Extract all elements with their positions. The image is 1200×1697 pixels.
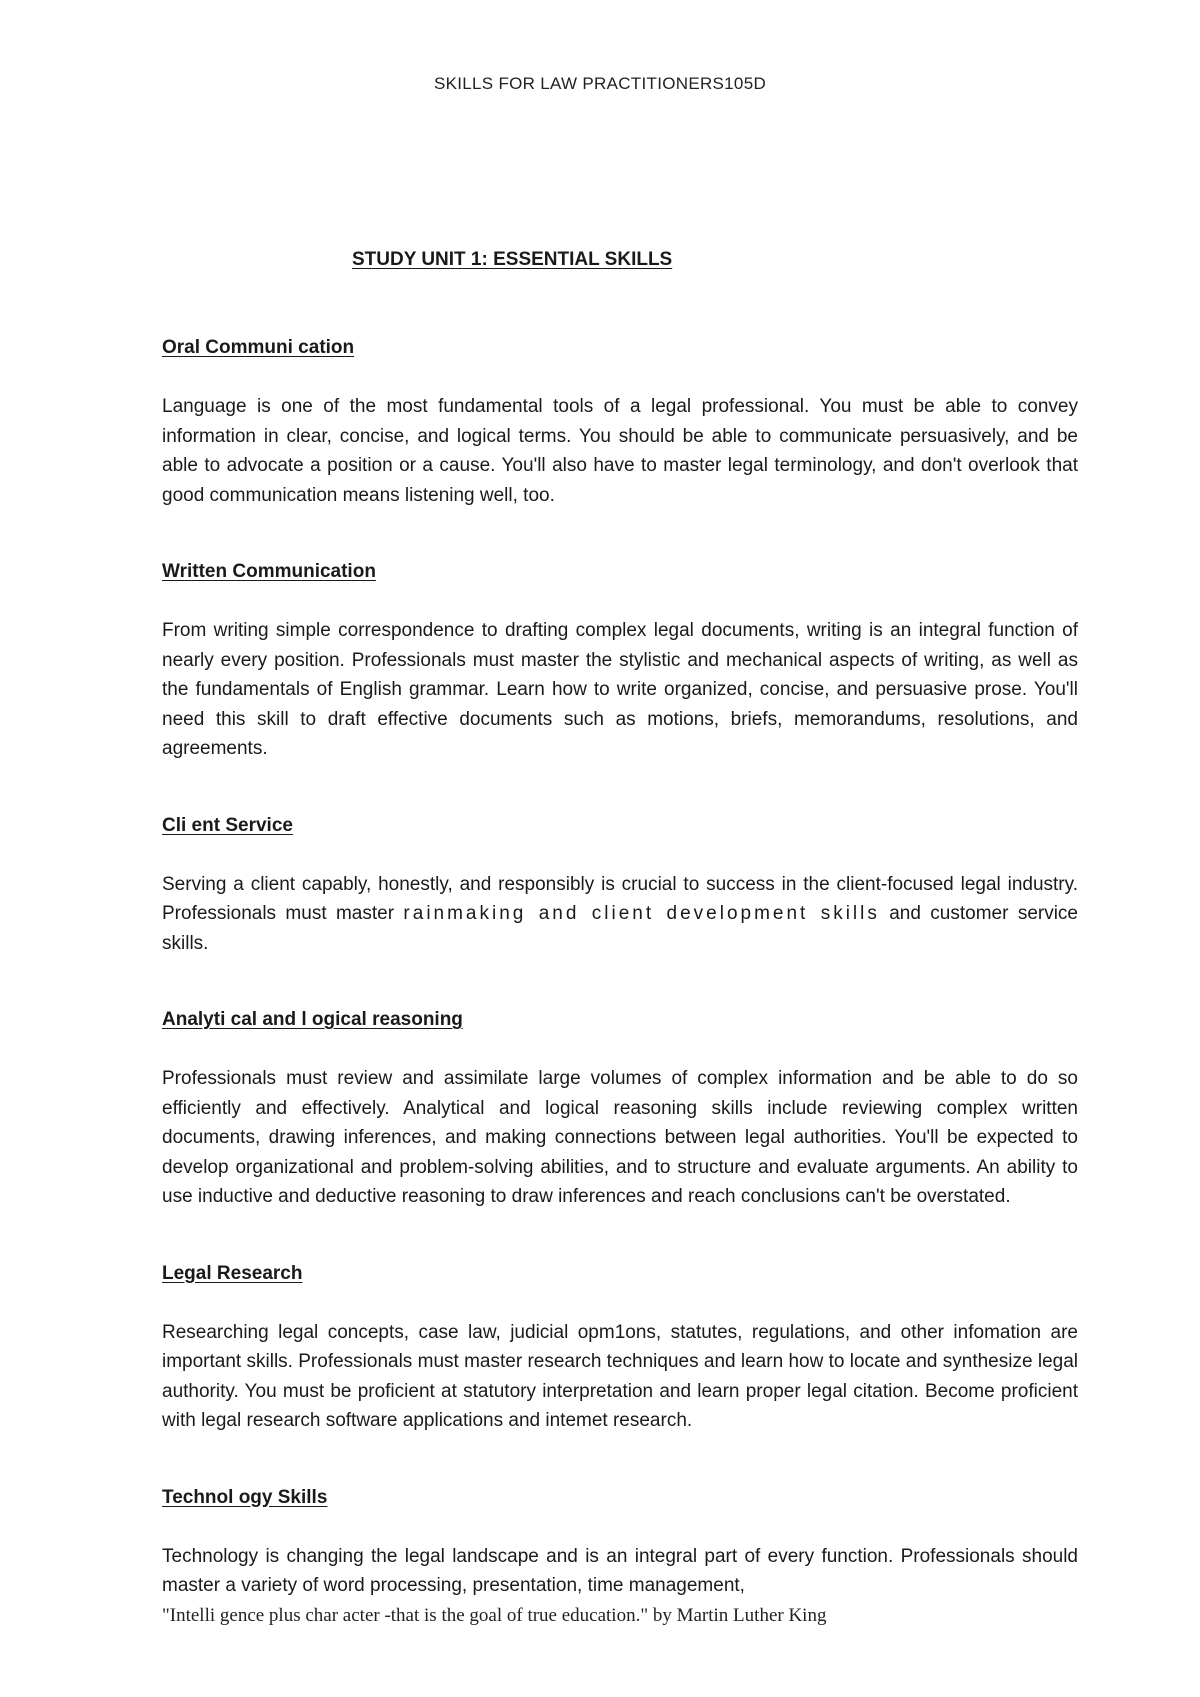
section-legal-research [162,1262,1078,1436]
paragraph-text: and customer service skills. [162,903,1078,954]
section-paragraph: Technology is changing the legal landscape and is an integral part of every function. Professionals should master a variety of word processing, presentation, time management, [162,1545,1078,1596]
section-oral-communication [162,336,1078,510]
document-body [162,248,1078,1601]
unit-title: STUDY UNIT 1: ESSENTIAL SKILLS [352,249,673,270]
section-heading: Technol ogy Skills [162,1486,328,1508]
section-heading: Written Communication [162,561,376,582]
spaced-text: rainmaking and client development skills [403,903,880,924]
section-paragraph: Researching legal concepts, case law, judicial opm1ons, statutes, regulations, and other infomation are important skills. Professionals must master research techniques and learn how to locate and synthesize legal authority. You must be proficient at statutory interpretation and learn proper legal citation. Become proficient with legal research software applications and intemet research. [162,1321,1078,1431]
section-analytical-reasoning [162,1008,1078,1212]
section-client-service [162,814,1078,959]
section-paragraph: Professionals must review and assimilate large volumes of complex information and be able to do so efficiently and effectively. Analytical and logical reasoning skills include reviewing complex written documents, drawing inferences, and making connections between legal authorities. You'll be expected to develop organizational and problem-solving abilities, and to structure and evaluate arguments. An ability to use inductive and deductive reasoning to draw inferences and reach conclusions can't be overstated. [162,1068,1078,1207]
footer-quote: "Intelli gence plus char acter -that is the goal of true education." by Martin Luther King [162,1605,827,1626]
paragraph-text: Serving a client capably, honestly, and responsibly is crucial to success in the client-focused legal industry. Professionals must master [162,873,1078,924]
section-heading: Legal Research [162,1262,303,1284]
section-paragraph [162,870,1078,959]
section-written-communication [162,560,1078,764]
section-technology-skills [162,1486,1078,1601]
section-heading: Cli ent Service [162,814,293,836]
section-heading: Analyti cal and l ogical reasoning [162,1009,463,1030]
section-paragraph: Language is one of the most fundamental tools of a legal professional. You must be able to convey information in clear, concise, and logical terms. You should be able to communicate persuasively, and be able to advocate a position or a cause. You'll also have to master legal terminology, and don't overlook that good communication means listening well, too. [162,396,1078,506]
running-header: SKILLS FOR LAW PRACTITIONERS105D [433,74,767,93]
section-heading: Oral Communi cation [162,337,355,358]
section-paragraph: From writing simple correspondence to drafting complex legal documents, writing is an integral function of nearly every position. Professionals must master the stylistic and mechanical aspects of writing, as well as the fundamentals of English grammar. Learn how to write organized, concise, and persuasive prose. You'll need this skill to draft effective documents such as motions, briefs, memorandums, resolutions, and agreements. [162,620,1078,759]
